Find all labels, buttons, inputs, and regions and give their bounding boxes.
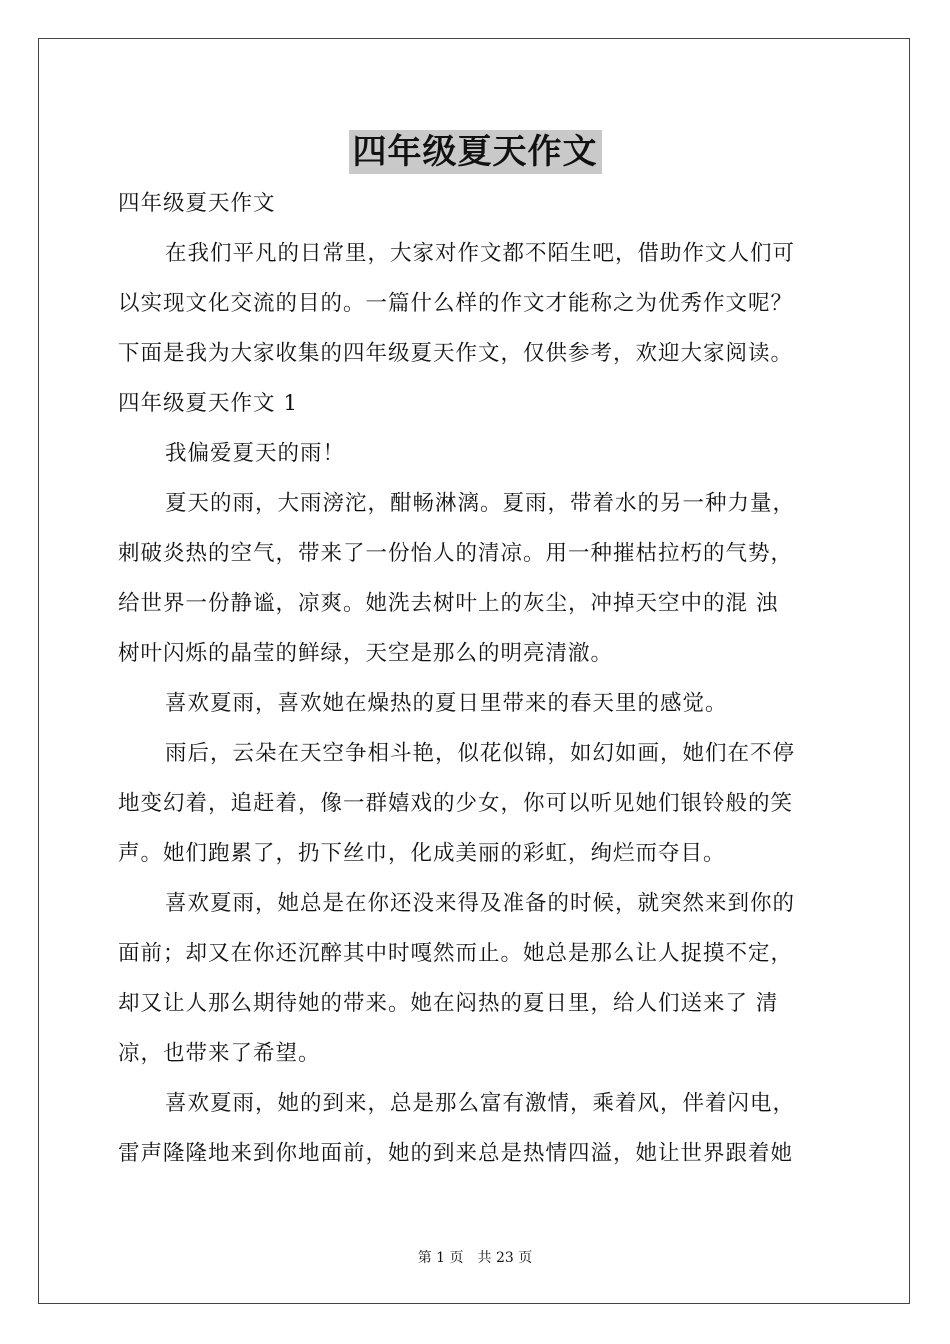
text-line: 地变幻着，追赶着，像一群嬉戏的少女，你可以听见她们银铃般的笑 <box>118 791 794 816</box>
text-line: 四年级夏天作文 <box>118 191 276 216</box>
text-line: 我偏爱夏天的雨！ <box>165 441 346 466</box>
text-line: 雷声隆隆地来到你地面前，她的到来总是热情四溢，她让世界跟着她 <box>118 1141 794 1166</box>
text-line: 树叶闪烁的晶莹的鲜绿，天空是那么的明亮清澈。 <box>118 641 614 666</box>
page-footer: 第 1 页 共 23 页 <box>417 1250 533 1266</box>
text-line: 给世界一份静谧，凉爽。她洗去树叶上的灰尘，冲掉天空中的混 浊 <box>118 591 779 616</box>
text-line: 雨后，云朵在天空争相斗艳，似花似锦，如幻如画，她们在不停 <box>165 741 796 766</box>
text-line: 面前；却又在你还沉醉其中时嘎然而止。她总是那么让人捉摸不定， <box>118 941 794 966</box>
text-line: 刺破炎热的空气，带来了一份怡人的清凉。用一种摧枯拉朽的气势， <box>118 541 794 566</box>
document-title-container <box>0 124 950 173</box>
text-line: 四年级夏天作文 1 <box>118 391 299 416</box>
text-line: 下面是我为大家收集的四年级夏天作文，仅供参考，欢迎大家阅读。 <box>118 341 794 366</box>
text-line: 却又让人那么期待她的带来。她在闷热的夏日里，给人们送来了 清 <box>118 991 779 1016</box>
text-line: 夏天的雨，大雨滂沱，酣畅淋漓。夏雨，带着水的另一种力量， <box>165 491 796 516</box>
text-line: 以实现文化交流的目的。一篇什么样的作文才能称之为优秀作文呢？ <box>118 291 794 316</box>
text-line: 在我们平凡的日常里，大家对作文都不陌生吧，借助作文人们可 <box>165 241 796 266</box>
text-line: 喜欢夏雨，她总是在你还没来得及准备的时候，就突然来到你的 <box>165 891 796 916</box>
document-title: 四年级夏天作文 <box>349 130 602 174</box>
text-line: 喜欢夏雨，她的到来，总是那么富有激情，乘着风，伴着闪电， <box>165 1091 796 1116</box>
text-line: 声。她们跑累了，扔下丝巾，化成美丽的彩虹，绚烂而夺目。 <box>118 841 726 866</box>
text-line: 凉，也带来了希望。 <box>118 1041 321 1066</box>
text-line: 喜欢夏雨，喜欢她在燥热的夏日里带来的春天里的感觉。 <box>165 691 728 716</box>
